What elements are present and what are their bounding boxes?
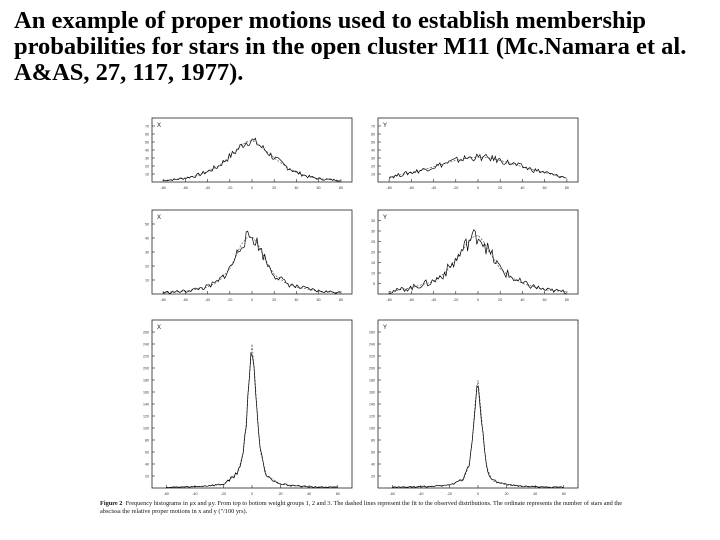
y-tick-label: 220 [143, 354, 149, 359]
observed-histogram [163, 138, 340, 181]
x-tick-label: -80 [160, 298, 166, 302]
y-tick-label: 30 [145, 250, 149, 255]
x-tick-label: 20 [272, 298, 277, 302]
x-tick-label: 0 [477, 492, 479, 496]
panel-frame [152, 210, 352, 294]
x-tick-label: -60 [182, 298, 188, 302]
fit-curve [389, 235, 567, 292]
y-tick-label: 240 [369, 342, 375, 347]
panel-label: Y [383, 215, 388, 221]
x-tick-label: -40 [204, 186, 211, 190]
y-tick-label: 5 [373, 281, 375, 286]
x-tick-label: 80 [338, 298, 343, 302]
panel-group-2-y [371, 210, 578, 302]
observed-histogram [389, 154, 566, 179]
x-tick-label: -60 [182, 186, 188, 190]
x-tick-label: 20 [498, 298, 503, 302]
x-tick-label: 20 [272, 186, 277, 190]
figure [100, 110, 660, 530]
y-tick-label: 60 [145, 450, 149, 455]
y-tick-label: 120 [369, 414, 375, 419]
y-tick-label: 30 [371, 156, 375, 161]
x-tick-label: -20 [453, 186, 459, 190]
x-tick-label: 0 [251, 492, 253, 496]
y-tick-label: 220 [369, 354, 375, 359]
panel-group-1-y [371, 118, 578, 190]
panel-frame [152, 118, 352, 182]
y-tick-label: 200 [369, 366, 375, 371]
y-tick-label: 40 [371, 148, 375, 153]
x-tick-label: -20 [227, 186, 233, 190]
y-tick-label: 35 [371, 218, 375, 223]
x-tick-label: 60 [542, 298, 547, 302]
y-tick-label: 20 [371, 250, 375, 255]
y-tick-label: 10 [371, 172, 375, 177]
observed-histogram [163, 231, 340, 293]
x-tick-label: -40 [430, 186, 437, 190]
y-tick-label: 10 [145, 278, 149, 283]
y-tick-label: 160 [369, 390, 375, 395]
x-tick-label: 20 [504, 492, 509, 496]
x-tick-label: -20 [220, 492, 227, 496]
fit-curve [163, 140, 341, 180]
x-tick-label: 60 [542, 186, 547, 190]
y-tick-label: 15 [371, 260, 375, 265]
x-tick-label: -60 [163, 492, 169, 496]
x-tick-label: -60 [389, 492, 395, 496]
y-tick-label: 260 [143, 330, 149, 335]
panel-frame [378, 210, 578, 294]
fit-curve [166, 344, 337, 487]
panel-frame [378, 320, 578, 488]
y-tick-label: 30 [371, 229, 375, 234]
x-tick-label: -40 [430, 298, 437, 302]
panel-group-3-x [143, 320, 352, 496]
x-tick-label: 0 [477, 186, 479, 190]
panel-label: X [157, 123, 162, 129]
y-tick-label: 70 [371, 124, 375, 129]
y-tick-label: 30 [145, 156, 149, 161]
caption-text: Frequency histograms in μx and μy. From top to bottom weight groups 1, 2 and 3. The dashed lines represent the fit to the observed distributions. The ordinate represents the number of stars and the abscissa the relative proper motions in x and y ("/100 yrs). [100, 500, 623, 515]
x-tick-label: -40 [204, 298, 211, 302]
y-tick-label: 50 [145, 140, 149, 145]
caption-label: Figure 2 [100, 500, 123, 507]
y-tick-label: 20 [371, 474, 375, 479]
x-tick-label: -80 [160, 186, 166, 190]
x-tick-label: 60 [335, 492, 340, 496]
x-tick-label: 80 [564, 298, 569, 302]
y-tick-label: 20 [145, 164, 149, 169]
x-tick-label: 40 [294, 298, 299, 302]
panel-label: Y [383, 123, 388, 129]
page-title: An example of proper motions used to establish membership probabilities for stars in the open cluster M11 (Mc.Namara et al. A&AS, 27, 117, 1977). [14, 7, 687, 86]
x-tick-label: 0 [251, 186, 253, 190]
x-tick-label: -60 [408, 186, 414, 190]
y-tick-label: 40 [145, 236, 149, 241]
y-tick-label: 100 [369, 426, 375, 431]
x-tick-label: 40 [294, 186, 299, 190]
y-tick-label: 240 [143, 342, 149, 347]
panel-label: X [157, 215, 162, 221]
x-tick-label: 80 [564, 186, 569, 190]
y-tick-label: 60 [145, 132, 149, 137]
fit-curve [392, 380, 563, 487]
y-tick-label: 70 [145, 124, 149, 129]
fit-curve [163, 237, 341, 293]
x-tick-label: 60 [561, 492, 566, 496]
y-tick-label: 25 [371, 239, 375, 244]
y-tick-label: 10 [145, 172, 149, 177]
x-tick-label: 40 [533, 492, 538, 496]
x-tick-label: 40 [520, 298, 525, 302]
x-tick-label: 20 [498, 186, 503, 190]
x-tick-label: 60 [316, 186, 321, 190]
y-tick-label: 40 [145, 148, 149, 153]
x-tick-label: -80 [386, 298, 392, 302]
x-tick-label: 40 [307, 492, 312, 496]
x-tick-label: -20 [446, 492, 453, 496]
y-tick-label: 50 [145, 222, 149, 227]
panel-label: Y [383, 325, 388, 331]
y-tick-label: 160 [143, 390, 149, 395]
x-tick-label: -40 [418, 492, 424, 496]
histogram-panels [100, 110, 660, 500]
y-tick-label: 10 [371, 271, 375, 276]
y-tick-label: 20 [145, 474, 149, 479]
x-tick-label: -20 [453, 298, 459, 302]
y-tick-label: 140 [369, 402, 375, 407]
x-tick-label: 60 [316, 298, 321, 302]
x-tick-label: 40 [520, 186, 525, 190]
x-tick-label: 0 [477, 298, 479, 302]
panel-group-2-x [145, 210, 352, 302]
observed-histogram [166, 353, 337, 488]
y-tick-label: 120 [143, 414, 149, 419]
y-tick-label: 80 [371, 438, 375, 443]
x-tick-label: -40 [192, 492, 198, 496]
y-tick-label: 20 [371, 164, 375, 169]
y-tick-label: 200 [143, 366, 149, 371]
fit-curve [389, 157, 567, 178]
panel-group-3-y [369, 320, 578, 496]
y-tick-label: 50 [371, 140, 375, 145]
y-tick-label: 180 [369, 378, 375, 383]
x-tick-label: 20 [278, 492, 283, 496]
y-tick-label: 260 [369, 330, 375, 335]
x-tick-label: -20 [227, 298, 233, 302]
x-tick-label: -60 [408, 298, 414, 302]
y-tick-label: 180 [143, 378, 149, 383]
panel-label: X [157, 325, 162, 331]
observed-histogram [389, 230, 566, 294]
y-tick-label: 80 [145, 438, 149, 443]
y-tick-label: 40 [145, 462, 149, 467]
y-tick-label: 60 [371, 450, 375, 455]
x-tick-label: -80 [386, 186, 392, 190]
y-tick-label: 40 [371, 462, 375, 467]
y-tick-label: 100 [143, 426, 149, 431]
panel-group-1-x [145, 118, 352, 190]
y-tick-label: 140 [143, 402, 149, 407]
figure-caption [100, 500, 640, 516]
x-tick-label: 80 [338, 186, 343, 190]
observed-histogram [392, 386, 563, 488]
y-tick-label: 20 [145, 264, 149, 269]
y-tick-label: 60 [371, 132, 375, 137]
x-tick-label: 0 [251, 298, 253, 302]
